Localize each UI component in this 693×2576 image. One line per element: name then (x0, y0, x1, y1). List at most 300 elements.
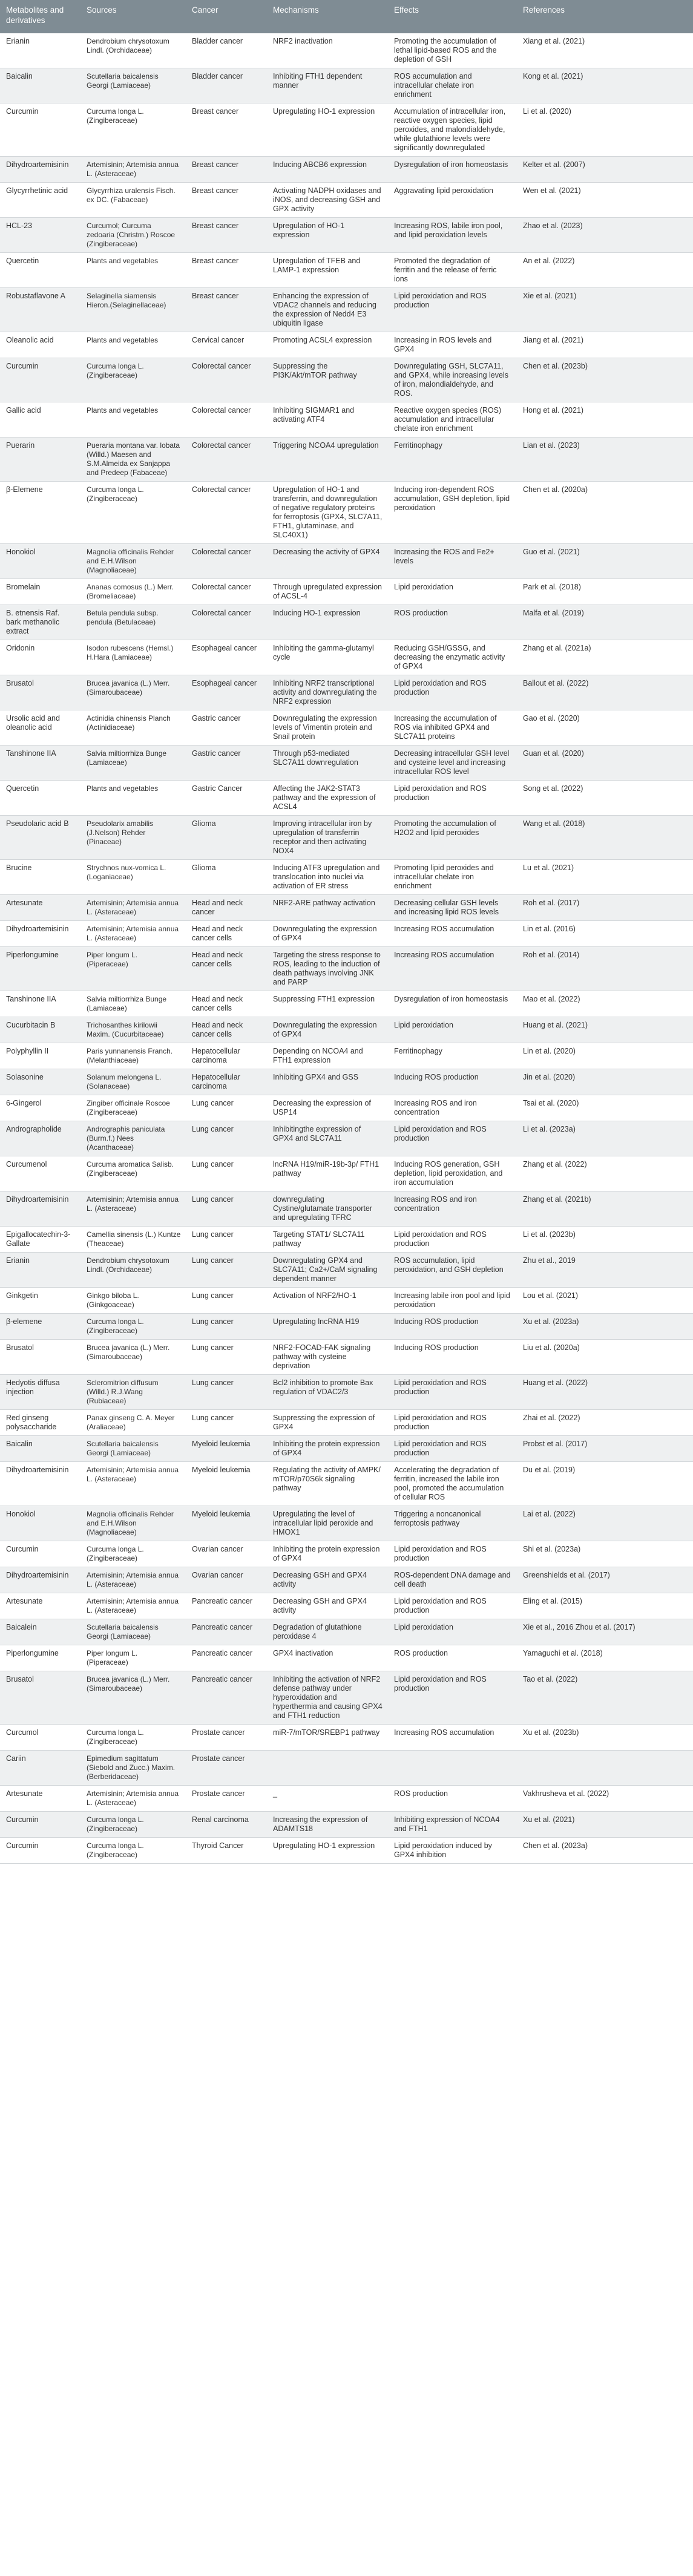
cell-reference: Chen et al. (2023b) (517, 358, 693, 402)
cell-source: Panax ginseng C. A. Meyer (Araliaceae) (80, 1410, 186, 1436)
cell-reference: An et al. (2022) (517, 253, 693, 288)
cell-cancer: Ovarian cancer (186, 1567, 267, 1593)
cell-metabolite: Dihydroartemisinin (0, 1191, 80, 1227)
cell-reference: Zhang et al. (2022) (517, 1156, 693, 1191)
cell-cancer: Head and neck cancer cells (186, 1017, 267, 1043)
cell-source: Brucea javanica (L.) Merr. (Simaroubaceae) (80, 675, 186, 710)
cell-reference: Malfa et al. (2019) (517, 605, 693, 640)
header-mechanisms: Mechanisms (267, 0, 388, 33)
cell-source: Scutellaria baicalensis Georgi (Lamiaceae) (80, 1436, 186, 1462)
cell-cancer: Colorectal cancer (186, 438, 267, 482)
cell-source: Scutellaria baicalensis Georgi (Lamiaceae) (80, 1619, 186, 1645)
cell-cancer: Colorectal cancer (186, 358, 267, 402)
cell-metabolite: Artesunate (0, 1786, 80, 1812)
cell-source: Artemisinin; Artemisia annua L. (Asteraceae) (80, 1462, 186, 1506)
cell-source: Curcuma longa L. (Zingiberaceae) (80, 103, 186, 157)
cell-mechanism: Bcl2 inhibition to promote Bax regulation of VDAC2/3 (267, 1375, 388, 1410)
cell-source: Plants and vegetables (80, 332, 186, 358)
table-row (0, 1253, 693, 1288)
cell-reference: Chen et al. (2020a) (517, 482, 693, 544)
table-row (0, 1314, 693, 1340)
cell-reference: Wen et al. (2021) (517, 183, 693, 218)
cell-metabolite: HCL-23 (0, 218, 80, 253)
table-row (0, 1812, 693, 1838)
cell-source: Camellia sinensis (L.) Kuntze (Theaceae) (80, 1227, 186, 1253)
cell-effect: Lipid peroxidation and ROS production (388, 1227, 517, 1253)
cell-metabolite: Dihydroartemisinin (0, 1462, 80, 1506)
cell-metabolite: Tanshinone IIA (0, 991, 80, 1017)
cell-metabolite: Curcumol (0, 1725, 80, 1751)
table-row (0, 1436, 693, 1462)
cell-effect: Inducing ROS generation, GSH depletion, lipid peroxidation, and iron accumulation (388, 1156, 517, 1191)
cell-mechanism: Upregulating the level of intracellular lipid peroxide and HMOX1 (267, 1506, 388, 1541)
cell-cancer: Pancreatic cancer (186, 1619, 267, 1645)
cell-source: Brucea javanica (L.) Merr. (Simaroubaceae) (80, 1340, 186, 1375)
cell-metabolite: Piperlongumine (0, 947, 80, 991)
cell-reference: Lu et al. (2021) (517, 860, 693, 895)
cell-metabolite: Dihydroartemisinin (0, 157, 80, 183)
cell-metabolite: Curcumin (0, 1838, 80, 1864)
cell-reference: Lin et al. (2020) (517, 1043, 693, 1069)
cell-mechanism: Inducing ATF3 upregulation and translocation into nuclei via activation of ER stress (267, 860, 388, 895)
cell-cancer: Gastric cancer (186, 746, 267, 781)
cell-source: Pseudolarix amabilis (J.Nelson) Rehder (Pinaceae) (80, 816, 186, 860)
cell-mechanism: Decreasing GSH and GPX4 activity (267, 1567, 388, 1593)
cell-cancer: Breast cancer (186, 103, 267, 157)
cell-effect: Inducing ROS production (388, 1069, 517, 1095)
cell-metabolite: Bromelain (0, 579, 80, 605)
cell-metabolite: Baicalin (0, 1436, 80, 1462)
cell-reference: Xie et al. (2021) (517, 288, 693, 332)
cell-mechanism: Inhibiting the gamma-glutamyl cycle (267, 640, 388, 675)
cell-metabolite: Artesunate (0, 1593, 80, 1619)
cell-mechanism: Inhibiting the protein expression of GPX4 (267, 1436, 388, 1462)
cell-mechanism: Downregulating the expression levels of Vimentin protein and Snail protein (267, 710, 388, 746)
cell-effect: Promoting lipid peroxides and intracellular chelate iron enrichment (388, 860, 517, 895)
cell-effect: Ferritinophagy (388, 438, 517, 482)
cell-metabolite: Andrographolide (0, 1121, 80, 1156)
cell-cancer: Lung cancer (186, 1121, 267, 1156)
cell-cancer: Lung cancer (186, 1410, 267, 1436)
table-row (0, 921, 693, 947)
cell-cancer: Gastric cancer (186, 710, 267, 746)
cell-cancer: Pancreatic cancer (186, 1593, 267, 1619)
table-row (0, 1671, 693, 1725)
cell-mechanism: Inhibiting GPX4 and GSS (267, 1069, 388, 1095)
cell-mechanism: Enhancing the expression of VDAC2 channels and reducing the expression of Nedd4 E3 ubiquitin ligase (267, 288, 388, 332)
cell-reference: Tao et al. (2022) (517, 1671, 693, 1725)
cell-mechanism: Regulating the activity of AMPK/ mTOR/p70S6k signaling pathway (267, 1462, 388, 1506)
table-row (0, 816, 693, 860)
cell-reference: Yamaguchi et al. (2018) (517, 1645, 693, 1671)
table-row (0, 288, 693, 332)
cell-metabolite: Erianin (0, 33, 80, 68)
cell-metabolite: Pseudolaric acid B (0, 816, 80, 860)
table-row (0, 1017, 693, 1043)
cell-metabolite: Oridonin (0, 640, 80, 675)
cell-cancer: Lung cancer (186, 1288, 267, 1314)
cell-source: Strychnos nux-vomica L. (Loganiaceae) (80, 860, 186, 895)
cell-metabolite: 6-Gingerol (0, 1095, 80, 1121)
table-row (0, 1069, 693, 1095)
cell-effect: Increasing in ROS levels and GPX4 (388, 332, 517, 358)
cell-reference: Lin et al. (2016) (517, 921, 693, 947)
cell-cancer: Thyroid Cancer (186, 1838, 267, 1864)
cell-mechanism: miR-7/mTOR/SREBP1 pathway (267, 1725, 388, 1751)
cell-effect: Dysregulation of iron homeostasis (388, 157, 517, 183)
cell-mechanism: Inhibiting the activation of NRF2 defense pathway under hyperoxidation and hyperthermia and causing GPX4 and FTH1 reduction (267, 1671, 388, 1725)
table-row (0, 579, 693, 605)
cell-source: Epimedium sagittatum (Siebold and Zucc.) Maxim. (Berberidaceae) (80, 1751, 186, 1786)
cell-reference: Shi et al. (2023a) (517, 1541, 693, 1567)
cell-mechanism: Suppressing the PI3K/Akt/mTOR pathway (267, 358, 388, 402)
cell-mechanism: Activation of NRF2/HO-1 (267, 1288, 388, 1314)
cell-metabolite: Curcumenol (0, 1156, 80, 1191)
cell-source: Piper longum L. (Piperaceae) (80, 947, 186, 991)
cell-source: Artemisinin; Artemisia annua L. (Asteraceae) (80, 895, 186, 921)
cell-source: Betula pendula subsp. pendula (Betulaceae) (80, 605, 186, 640)
cell-mechanism: GPX4 inactivation (267, 1645, 388, 1671)
cell-source: Pueraria montana var. lobata (Willd.) Maesen and S.M.Almeida ex Sanjappa and Predeep (Fabaceae) (80, 438, 186, 482)
cell-cancer: Lung cancer (186, 1375, 267, 1410)
cell-effect: Promoting the accumulation of lethal lipid-based ROS and the depletion of GSH (388, 33, 517, 68)
cell-mechanism: Upregulating HO-1 expression (267, 103, 388, 157)
cell-cancer: Head and neck cancer cells (186, 947, 267, 991)
cell-metabolite: Honokiol (0, 544, 80, 579)
cell-metabolite: Red ginseng polysaccharide (0, 1410, 80, 1436)
cell-cancer: Gastric Cancer (186, 781, 267, 816)
table-row (0, 1043, 693, 1069)
cell-mechanism: Inhibitingthe expression of GPX4 and SLC7A11 (267, 1121, 388, 1156)
cell-metabolite: Quercetin (0, 781, 80, 816)
cell-cancer: Esophageal cancer (186, 675, 267, 710)
cell-cancer: Lung cancer (186, 1253, 267, 1288)
table-row (0, 710, 693, 746)
cell-effect: Inducing ROS production (388, 1314, 517, 1340)
cell-cancer: Breast cancer (186, 253, 267, 288)
cell-source: Curcuma longa L. (Zingiberaceae) (80, 1725, 186, 1751)
cell-metabolite: Artesunate (0, 895, 80, 921)
cell-metabolite: Puerarin (0, 438, 80, 482)
cell-reference: Xu et al. (2021) (517, 1812, 693, 1838)
cell-cancer: Colorectal cancer (186, 402, 267, 438)
cell-cancer: Pancreatic cancer (186, 1645, 267, 1671)
cell-metabolite: β-Elemene (0, 482, 80, 544)
table-row (0, 1541, 693, 1567)
cell-cancer: Myeloid leukemia (186, 1506, 267, 1541)
cell-effect: Lipid peroxidation (388, 1619, 517, 1645)
table-row (0, 1786, 693, 1812)
table-row (0, 218, 693, 253)
table-row (0, 1288, 693, 1314)
cell-cancer: Cervical cancer (186, 332, 267, 358)
cell-source: Artemisinin; Artemisia annua L. (Asteraceae) (80, 921, 186, 947)
table-row (0, 1506, 693, 1541)
cell-reference: Zhai et al. (2022) (517, 1410, 693, 1436)
cell-cancer: Breast cancer (186, 157, 267, 183)
table-row (0, 1340, 693, 1375)
cell-source: Solanum melongena L. (Solanaceae) (80, 1069, 186, 1095)
cell-reference: Lian et al. (2023) (517, 438, 693, 482)
cell-reference: Zhu et al., 2019 (517, 1253, 693, 1288)
cell-cancer: Bladder cancer (186, 68, 267, 103)
cell-effect: Increasing ROS and iron concentration (388, 1095, 517, 1121)
cell-effect: Increasing ROS accumulation (388, 947, 517, 991)
cell-reference: Zhao et al. (2023) (517, 218, 693, 253)
cell-source: Ananas comosus (L.) Merr. (Bromeliaceae) (80, 579, 186, 605)
cell-metabolite: Ginkgetin (0, 1288, 80, 1314)
cell-cancer: Breast cancer (186, 288, 267, 332)
cell-mechanism: Upregulation of HO-1 expression (267, 218, 388, 253)
cell-mechanism: Upregulation of HO-1 and transferrin, and downregulation of negative regulatory proteins for ferroptosis (GPX4, SLC7A11, FTH1, glutaminase, and SLC40X1) (267, 482, 388, 544)
cell-effect: Lipid peroxidation and ROS production (388, 1436, 517, 1462)
cell-source: Artemisinin; Artemisia annua L. (Asteraceae) (80, 1191, 186, 1227)
cell-metabolite: B. etnensis Raf. bark methanolic extract (0, 605, 80, 640)
cell-source: Curcuma longa L. (Zingiberaceae) (80, 1838, 186, 1864)
cell-effect: Inducing iron-dependent ROS accumulation, GSH depletion, lipid peroxidation (388, 482, 517, 544)
table-row (0, 1725, 693, 1751)
cell-mechanism: Inhibiting the protein expression of GPX4 (267, 1541, 388, 1567)
cell-mechanism: Targeting STAT1/ SLC7A11 pathway (267, 1227, 388, 1253)
cell-mechanism: _ (267, 1786, 388, 1812)
cell-effect: Inhibiting expression of NCOA4 and FTH1 (388, 1812, 517, 1838)
cell-metabolite: Brusatol (0, 675, 80, 710)
cell-mechanism: Improving intracellular iron by upregulation of transferrin receptor and then activating NOX4 (267, 816, 388, 860)
table-row (0, 1645, 693, 1671)
table-row (0, 544, 693, 579)
cell-cancer: Renal carcinoma (186, 1812, 267, 1838)
cell-source: Paris yunnanensis Franch. (Melanthiaceae) (80, 1043, 186, 1069)
cell-source: Actinidia chinensis Planch (Actinidiaceae) (80, 710, 186, 746)
cell-reference: Hong et al. (2021) (517, 402, 693, 438)
cell-reference: Greenshields et al. (2017) (517, 1567, 693, 1593)
cell-cancer: Glioma (186, 860, 267, 895)
cell-effect: Increasing ROS accumulation (388, 1725, 517, 1751)
cell-cancer: Bladder cancer (186, 33, 267, 68)
cell-source: Artemisinin; Artemisia annua L. (Asteraceae) (80, 1786, 186, 1812)
cell-cancer: Lung cancer (186, 1156, 267, 1191)
cell-source: Magnolia officinalis Rehder and E.H.Wilson (Magnoliaceae) (80, 1506, 186, 1541)
cell-source: Artemisinin; Artemisia annua L. (Asteraceae) (80, 157, 186, 183)
cell-mechanism: Inhibiting SIGMAR1 and activating ATF4 (267, 402, 388, 438)
cell-effect: Lipid peroxidation and ROS production (388, 288, 517, 332)
table-row (0, 1593, 693, 1619)
cell-effect: Lipid peroxidation and ROS production (388, 1410, 517, 1436)
cell-mechanism: Downregulating the expression of GPX4 (267, 921, 388, 947)
cell-reference: Zhang et al. (2021b) (517, 1191, 693, 1227)
cell-effect: Increasing the accumulation of ROS via inhibited GPX4 and SLC7A11 proteins (388, 710, 517, 746)
cell-metabolite: Robustaflavone A (0, 288, 80, 332)
table-row (0, 103, 693, 157)
cell-reference: Guo et al. (2021) (517, 544, 693, 579)
cell-reference: Park et al. (2018) (517, 579, 693, 605)
cell-reference: Probst et al. (2017) (517, 1436, 693, 1462)
cell-mechanism: Downregulating GPX4 and SLC7A11; Ca2+/CaM signaling dependent manner (267, 1253, 388, 1288)
cell-reference: Li et al. (2020) (517, 103, 693, 157)
cell-metabolite: Brusatol (0, 1671, 80, 1725)
cell-effect: ROS production (388, 605, 517, 640)
table-row (0, 68, 693, 103)
cell-reference: Song et al. (2022) (517, 781, 693, 816)
cell-cancer: Pancreatic cancer (186, 1671, 267, 1725)
cell-mechanism: Upregulating HO-1 expression (267, 1838, 388, 1864)
table-row (0, 605, 693, 640)
cell-source: Selaginella siamensis Hieron.(Selaginellaceae) (80, 288, 186, 332)
cell-cancer: Prostate cancer (186, 1786, 267, 1812)
cell-reference: Li et al. (2023a) (517, 1121, 693, 1156)
cell-reference: Mao et al. (2022) (517, 991, 693, 1017)
cell-reference: Roh et al. (2014) (517, 947, 693, 991)
cell-source: Artemisinin; Artemisia annua L. (Asteraceae) (80, 1567, 186, 1593)
cell-mechanism: Inhibiting NRF2 transcriptional activity and downregulating the NRF2 expression (267, 675, 388, 710)
table-row (0, 482, 693, 544)
cell-source: Curcuma longa L. (Zingiberaceae) (80, 1541, 186, 1567)
table-row (0, 33, 693, 68)
cell-cancer: Hepatocellular carcinoma (186, 1069, 267, 1095)
cell-metabolite: Erianin (0, 1253, 80, 1288)
cell-source: Scleromitrion diffusum (Willd.) R.J.Wang (Rubiaceae) (80, 1375, 186, 1410)
cell-mechanism: NRF2-ARE pathway activation (267, 895, 388, 921)
cell-effect: Accumulation of intracellular iron, reactive oxygen species, lipid peroxides, and malondialdehyde, while glutathione levels were significantly downregulated (388, 103, 517, 157)
cell-reference: Wang et al. (2018) (517, 816, 693, 860)
cell-mechanism: Through p53-mediated SLC7A11 downregulation (267, 746, 388, 781)
cell-metabolite: Brucine (0, 860, 80, 895)
cell-effect: Lipid peroxidation (388, 1017, 517, 1043)
cell-metabolite: β-elemene (0, 1314, 80, 1340)
cell-source: Piper longum L. (Piperaceae) (80, 1645, 186, 1671)
cell-reference: Zhang et al. (2021a) (517, 640, 693, 675)
cell-mechanism: Degradation of glutathione peroxidase 4 (267, 1619, 388, 1645)
cell-source: Salvia miltiorrhiza Bunge (Lamiaceae) (80, 991, 186, 1017)
cell-source: Ginkgo biloba L. (Ginkgoaceae) (80, 1288, 186, 1314)
cell-mechanism: lncRNA H19/miR-19b-3p/ FTH1 pathway (267, 1156, 388, 1191)
cell-effect: Lipid peroxidation and ROS production (388, 1121, 517, 1156)
cell-mechanism: Activating NADPH oxidases and iNOS, and decreasing GSH and GPX activity (267, 183, 388, 218)
table-row (0, 1619, 693, 1645)
cell-effect: Inducing ROS production (388, 1340, 517, 1375)
cell-metabolite: Cucurbitacin B (0, 1017, 80, 1043)
table-row (0, 1410, 693, 1436)
cell-cancer: Prostate cancer (186, 1725, 267, 1751)
cell-source: Plants and vegetables (80, 253, 186, 288)
table-row (0, 157, 693, 183)
cell-metabolite: Solasonine (0, 1069, 80, 1095)
cell-reference: Kelter et al. (2007) (517, 157, 693, 183)
cell-reference: Lou et al. (2021) (517, 1288, 693, 1314)
table-row (0, 438, 693, 482)
cell-effect: ROS production (388, 1645, 517, 1671)
table-row (0, 675, 693, 710)
cell-mechanism: Triggering NCOA4 upregulation (267, 438, 388, 482)
cell-metabolite: Dihydroartemisinin (0, 1567, 80, 1593)
cell-reference: Lai et al. (2022) (517, 1506, 693, 1541)
cell-reference: Huang et al. (2022) (517, 1375, 693, 1410)
cell-reference: Xu et al. (2023a) (517, 1314, 693, 1340)
cell-reference (517, 1751, 693, 1786)
cell-metabolite: Quercetin (0, 253, 80, 288)
table-row (0, 183, 693, 218)
cell-cancer: Hepatocellular carcinoma (186, 1043, 267, 1069)
table-row (0, 991, 693, 1017)
table-row (0, 895, 693, 921)
cell-reference: Du et al. (2019) (517, 1462, 693, 1506)
table-row (0, 1121, 693, 1156)
cell-source: Glycyrrhiza uralensis Fisch. ex DC. (Fabaceae) (80, 183, 186, 218)
cell-reference: Roh et al. (2017) (517, 895, 693, 921)
cell-mechanism: Inhibiting FTH1 dependent manner (267, 68, 388, 103)
cell-source: Curcumol; Curcuma zedoaria (Christm.) Roscoe (Zingiberaceae) (80, 218, 186, 253)
cell-mechanism: NRF2 inactivation (267, 33, 388, 68)
cell-mechanism (267, 1751, 388, 1786)
table-row (0, 1156, 693, 1191)
cell-metabolite: Curcumin (0, 103, 80, 157)
cell-cancer: Head and neck cancer cells (186, 921, 267, 947)
cell-reference: Vakhrusheva et al. (2022) (517, 1786, 693, 1812)
cell-effect: Increasing labile iron pool and lipid peroxidation (388, 1288, 517, 1314)
cell-cancer: Lung cancer (186, 1095, 267, 1121)
cell-reference: Li et al. (2023b) (517, 1227, 693, 1253)
cell-cancer: Esophageal cancer (186, 640, 267, 675)
table-row (0, 253, 693, 288)
cell-source: Plants and vegetables (80, 402, 186, 438)
cell-metabolite: Hedyotis diffusa injection (0, 1375, 80, 1410)
header-sources: Sources (80, 0, 186, 33)
cell-source: Scutellaria baicalensis Georgi (Lamiaceae) (80, 68, 186, 103)
header-cancer: Cancer (186, 0, 267, 33)
cell-source: Magnolia officinalis Rehder and E.H.Wilson (Magnoliaceae) (80, 544, 186, 579)
cell-reference: Jiang et al. (2021) (517, 332, 693, 358)
cell-effect: Ferritinophagy (388, 1043, 517, 1069)
cell-reference: Xie et al., 2016 Zhou et al. (2017) (517, 1619, 693, 1645)
cell-metabolite: Brusatol (0, 1340, 80, 1375)
cell-source: Curcuma longa L. (Zingiberaceae) (80, 358, 186, 402)
cell-mechanism: Promoting ACSL4 expression (267, 332, 388, 358)
cell-metabolite: Polyphyllin II (0, 1043, 80, 1069)
cell-cancer: Head and neck cancer cells (186, 991, 267, 1017)
cell-reference: Chen et al. (2023a) (517, 1838, 693, 1864)
cell-cancer: Colorectal cancer (186, 482, 267, 544)
cell-source: Plants and vegetables (80, 781, 186, 816)
cell-reference: Huang et al. (2021) (517, 1017, 693, 1043)
cell-metabolite: Cariin (0, 1751, 80, 1786)
table-row (0, 1375, 693, 1410)
cell-effect: Lipid peroxidation (388, 579, 517, 605)
cell-metabolite: Epigallocatechin-3-Gallate (0, 1227, 80, 1253)
cell-cancer: Prostate cancer (186, 1751, 267, 1786)
cell-mechanism: NRF2-FOCAD-FAK signaling pathway with cysteine deprivation (267, 1340, 388, 1375)
cell-source: Isodon rubescens (Hemsl.) H.Hara (Lamiaceae) (80, 640, 186, 675)
table-body (0, 33, 693, 1864)
cell-effect: Increasing ROS accumulation (388, 921, 517, 947)
cell-reference: Xiang et al. (2021) (517, 33, 693, 68)
table-row (0, 947, 693, 991)
cell-source: Brucea javanica (L.) Merr. (Simaroubaceae) (80, 1671, 186, 1725)
cell-metabolite: Ursolic acid and oleanolic acid (0, 710, 80, 746)
table-row (0, 860, 693, 895)
cell-source: Zingiber officinale Roscoe (Zingiberaceae) (80, 1095, 186, 1121)
cell-source: Andrographis paniculata (Burm.f.) Nees (Acanthaceae) (80, 1121, 186, 1156)
cell-effect: Lipid peroxidation and ROS production (388, 1375, 517, 1410)
table-row (0, 640, 693, 675)
cell-source: Dendrobium chrysotoxum Lindl. (Orchidaceae) (80, 1253, 186, 1288)
cell-source: Trichosanthes kirilowii Maxim. (Cucurbitaceae) (80, 1017, 186, 1043)
cell-reference: Xu et al. (2023b) (517, 1725, 693, 1751)
cell-effect: Lipid peroxidation and ROS production (388, 675, 517, 710)
cell-reference: Jin et al. (2020) (517, 1069, 693, 1095)
cell-effect: Decreasing cellular GSH levels and increasing lipid ROS levels (388, 895, 517, 921)
cell-source: Curcuma longa L. (Zingiberaceae) (80, 1314, 186, 1340)
cell-mechanism: Affecting the JAK2-STAT3 pathway and the expression of ACSL4 (267, 781, 388, 816)
